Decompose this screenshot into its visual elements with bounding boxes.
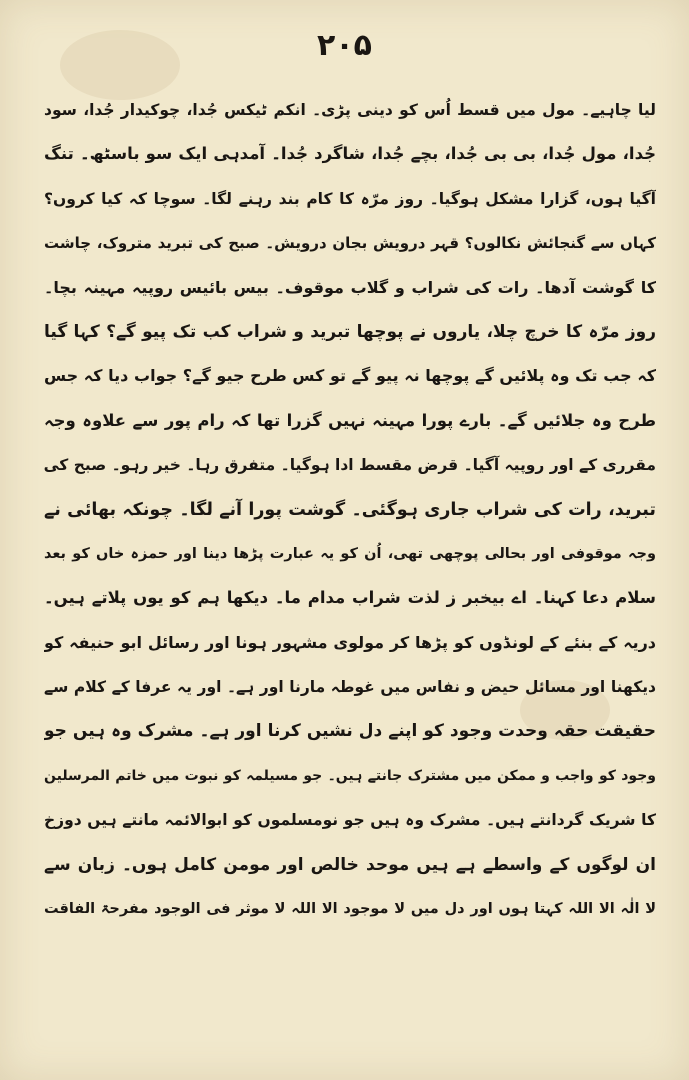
text-line: وجہ موقوفی اور بحالی پوچھی تھی، اُن کو یہ عبارت پڑھا دینا اور حمزہ خاں کو بعد (44, 545, 656, 562)
page-number: ۲۰۵ (317, 28, 372, 63)
text-line: دریہ کے بنئے کے لونڈوں کو پڑھا کر مولوی مشہور ہونا اور رسائل ابو حنیفہ کو (44, 632, 656, 652)
text-line: کہاں سے گنجائش نکالوں؟ قہر درویش بجان درویش۔ صبح کی تبرید متروک، چاشت (44, 234, 656, 253)
text-line: روز مرّہ کا خرچ چلا، یاروں نے پوچھا تبرید و شراب کب تک پیو گے؟ کہا گیا (44, 321, 656, 342)
text-line: جُدا، مول جُدا، بی بی جُدا، بچے جُدا، شاگرد جُدا۔ آمدہی ایک سو باسٹھ۔ تنگ (44, 144, 656, 164)
text-line: ان لوگوں کے واسطے ہے ہیں موحد خالص اور مومن کامل ہوں۔ زبان سے (44, 854, 656, 875)
text-line: لا الٰہ الا اللہ کہتا ہوں اور دل میں لا موجود الا اللہ لا موثر فی الوجود مفرحۃ الفاقت (44, 901, 656, 918)
text-line: کا شریک گردانتے ہیں۔ مشرک وہ ہیں جو نومسلموں کو ابوالائمہ مانتے ہیں دوزخ (44, 811, 656, 830)
text-line: طرح وہ جلائیں گے۔ بارے پورا مہینہ نہیں گزرا تھا کہ رام پور سے علاوہ وجہ (44, 410, 656, 430)
page-body-text (44, 88, 656, 931)
text-line: لیا چاہیے۔ مول میں قسط اُس کو دینی پڑی۔ انکم ٹیکس جُدا، چوکیدار جُدا، سود (44, 101, 656, 119)
text-line: حقیقت حقہ وحدت وجود کو اپنے دل نشیں کرنا اور ہے۔ مشرک وہ ہیں جو (44, 721, 656, 742)
text-line: دیکھنا اور مسائل حیض و نفاس میں غوطہ مارنا اور ہے۔ اور یہ عرفا کے کلام سے (44, 678, 656, 697)
text-line: تبرید، رات کی شراب جاری ہوگئی۔ گوشت پورا آنے لگا۔ چونکہ بھائی نے (44, 499, 656, 520)
text-line: وجود کو واجب و ممکن میں مشترک جانتے ہیں۔ جو مسیلمہ کو نبوت میں خاتم المرسلین (44, 767, 656, 784)
text-line: آگیا ہوں، گزارا مشکل ہوگیا۔ روز مرّہ کا کام بند رہنے لگا۔ سوچا کہ کیا کروں؟ (44, 189, 656, 208)
text-line: کا گوشت آدھا۔ رات کی شراب و گلاب موقوف۔ بیس بائیس روپیہ مہینہ بچا۔ (44, 277, 656, 297)
text-line: سلام دعا کہنا۔ اے بیخبر ز لذت شراب مدام ما۔ دیکھا ہم کو یوں پلاتے ہیں۔ (44, 588, 656, 608)
text-line: مقرری کے اور روپیہ آگیا۔ قرض مقسط ادا ہوگیا۔ متفرق رہا۔ خیر رہو۔ صبح کی (44, 456, 656, 475)
text-line: کہ جب تک وہ پلائیں گے پوچھا نہ پیو گے تو کس طرح جیو گے؟ جواب دیا کہ جس (44, 366, 656, 386)
